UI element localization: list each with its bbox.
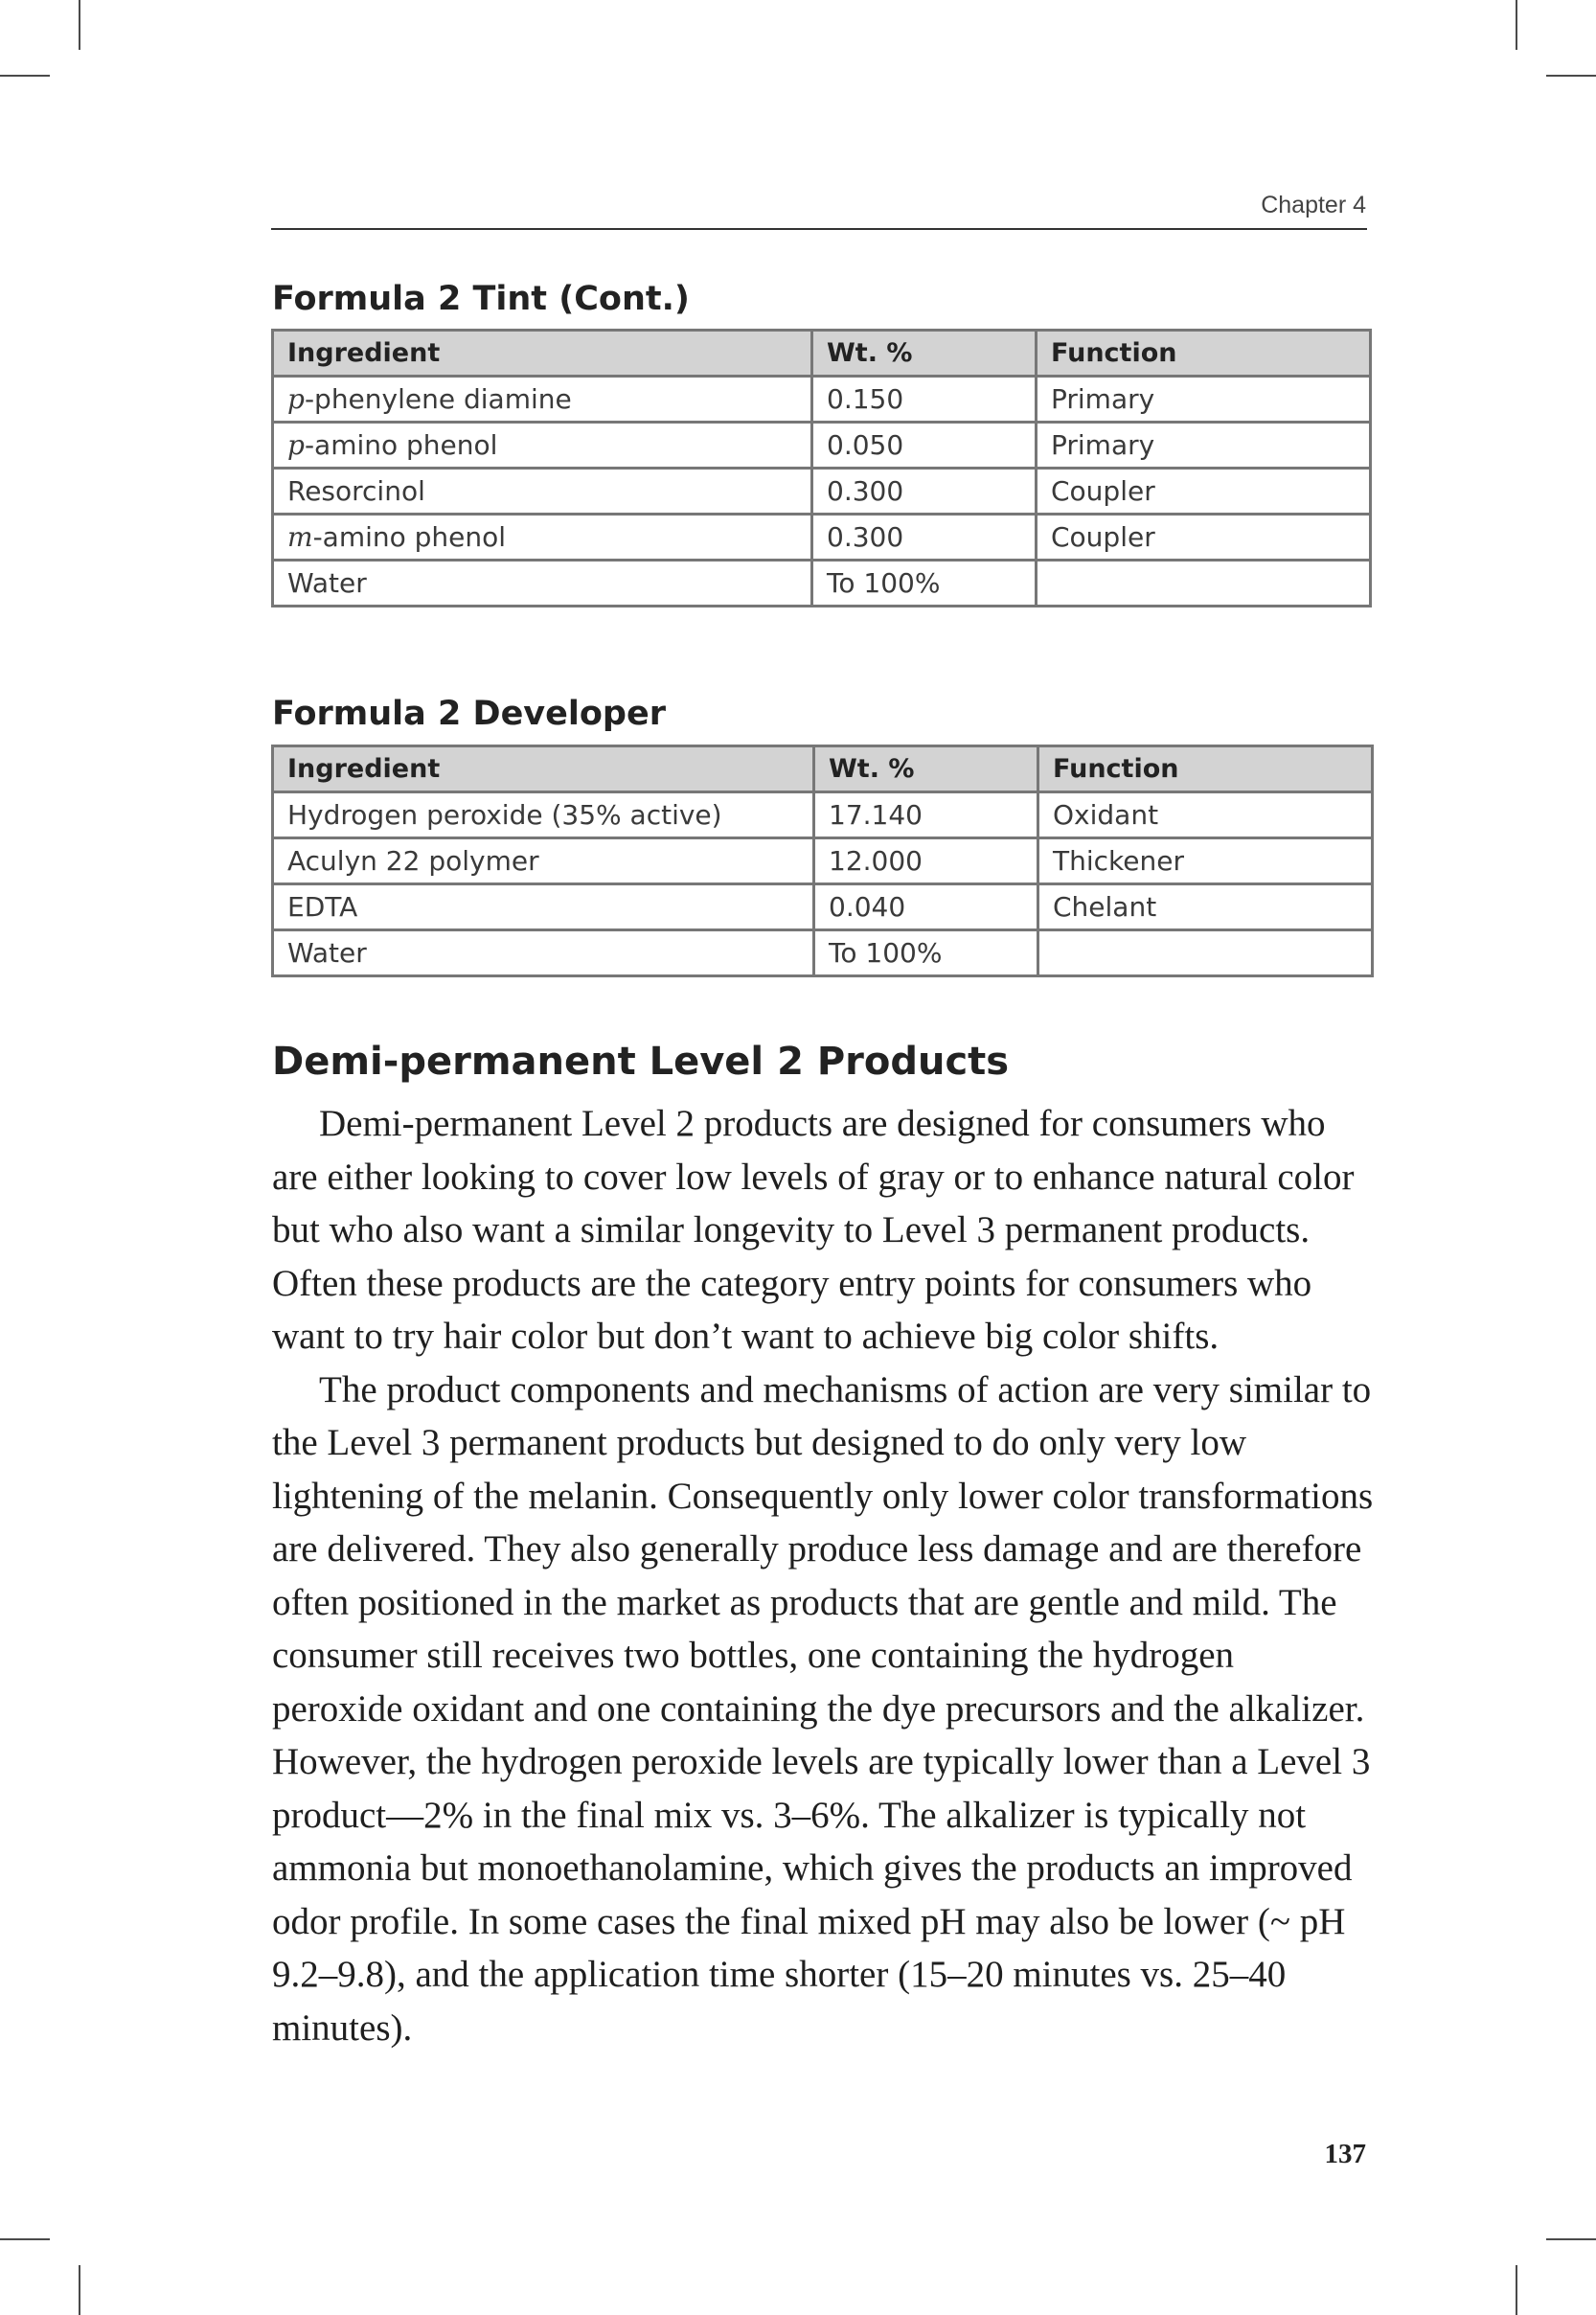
ingredient-name: -phenylene diamine xyxy=(304,383,572,415)
weight-cell: 0.050 xyxy=(812,423,1037,469)
ingredient-name: Resorcinol xyxy=(287,475,425,507)
paragraph: The product components and mechanisms of action are very similar to the Level 3 permanent products but designed to do only very low lightening of the melanin. Consequently only lower color transformations are delivered. They also generally produce less damage and are therefore often positioned in the market as products that are gentle and mild. The consumer still receives two bottles, one containing the hydrogen peroxide oxidant and one containing the dye precursors and the alkalizer. However, the hydrogen peroxide levels are typically lower than a Level 3 product—2% in the final mix vs. 3–6%. The alkalizer is typically not ammonia but monoethanolamine, which gives the products an improved odor profile. In some cases the final mixed pH may also be lower (~ pH 9.2–9.8), and the application time shorter (15–20 minutes vs. 25–40 minutes). xyxy=(272,1368,1374,2049)
weight-cell: 17.140 xyxy=(814,792,1038,838)
function-cell: Coupler xyxy=(1037,515,1371,561)
table-row xyxy=(273,377,1371,423)
crop-mark xyxy=(79,2265,80,2315)
ingredient-cell xyxy=(273,469,812,515)
ingredient-prefix: m xyxy=(287,521,313,553)
function-cell: Oxidant xyxy=(1038,792,1373,838)
ingredient-cell xyxy=(273,423,812,469)
weight-cell: 0.040 xyxy=(814,884,1038,930)
column-header: Function xyxy=(1037,331,1371,377)
ingredient-cell xyxy=(273,377,812,423)
ingredient-name: -amino phenol xyxy=(312,521,507,553)
table-row xyxy=(273,469,1371,515)
weight-cell: 12.000 xyxy=(814,838,1038,884)
paragraph: Demi-permanent Level 2 products are designed for consumers who are either looking to cover low levels of gray or to enhance natural color but who also want a similar longevity to Level 3 permanent products. Often these products are the category entry points for consumers who want to try hair color but don’t want to achieve big color shifts. xyxy=(272,1103,1355,1357)
column-header: Ingredient xyxy=(273,331,812,377)
crop-mark xyxy=(1516,0,1517,50)
function-cell: Primary xyxy=(1037,377,1371,423)
function-cell: Coupler xyxy=(1037,469,1371,515)
ingredient-cell: Aculyn 22 polymer xyxy=(273,838,814,884)
table-row xyxy=(273,930,1373,976)
crop-mark xyxy=(1516,2265,1517,2315)
function-cell xyxy=(1038,930,1373,976)
header-rule xyxy=(271,228,1367,230)
weight-cell: 0.150 xyxy=(812,377,1037,423)
ingredient-name: -amino phenol xyxy=(304,429,498,461)
page-number: 137 xyxy=(1324,2139,1366,2169)
function-cell: Chelant xyxy=(1038,884,1373,930)
crop-mark xyxy=(0,75,50,77)
weight-cell: 0.300 xyxy=(812,469,1037,515)
table-header-row xyxy=(273,331,1371,377)
crop-mark xyxy=(79,0,80,50)
weight-cell: To 100% xyxy=(812,561,1037,607)
function-cell xyxy=(1037,561,1371,607)
table-row xyxy=(273,561,1371,607)
body-text xyxy=(272,1097,1374,2054)
tint-table xyxy=(271,329,1372,607)
developer-table xyxy=(271,745,1374,977)
ingredient-name: Water xyxy=(287,567,367,599)
ingredient-cell: Water xyxy=(273,930,814,976)
weight-cell: 0.300 xyxy=(812,515,1037,561)
function-cell: Thickener xyxy=(1038,838,1373,884)
ingredient-cell xyxy=(273,561,812,607)
ingredient-cell: Hydrogen peroxide (35% active) xyxy=(273,792,814,838)
ingredient-cell: EDTA xyxy=(273,884,814,930)
developer-table-title: Formula 2 Developer xyxy=(272,695,666,733)
ingredient-prefix: p xyxy=(287,429,305,461)
column-header: Ingredient xyxy=(273,746,814,792)
column-header: Wt. % xyxy=(812,331,1037,377)
tint-table-title: Formula 2 Tint (Cont.) xyxy=(272,280,690,318)
ingredient-prefix: p xyxy=(287,383,305,415)
table-row xyxy=(273,792,1373,838)
ingredient-cell xyxy=(273,515,812,561)
crop-mark xyxy=(0,2238,50,2240)
table-header-row xyxy=(273,746,1373,792)
crop-mark xyxy=(1546,75,1596,77)
column-header: Wt. % xyxy=(814,746,1038,792)
running-header: Chapter 4 xyxy=(1261,192,1366,218)
table-row xyxy=(273,423,1371,469)
table-row xyxy=(273,884,1373,930)
weight-cell: To 100% xyxy=(814,930,1038,976)
column-header: Function xyxy=(1038,746,1373,792)
table-row xyxy=(273,515,1371,561)
section-heading: Demi-permanent Level 2 Products xyxy=(272,1040,1010,1084)
table-row xyxy=(273,838,1373,884)
crop-mark xyxy=(1546,2238,1596,2240)
function-cell: Primary xyxy=(1037,423,1371,469)
